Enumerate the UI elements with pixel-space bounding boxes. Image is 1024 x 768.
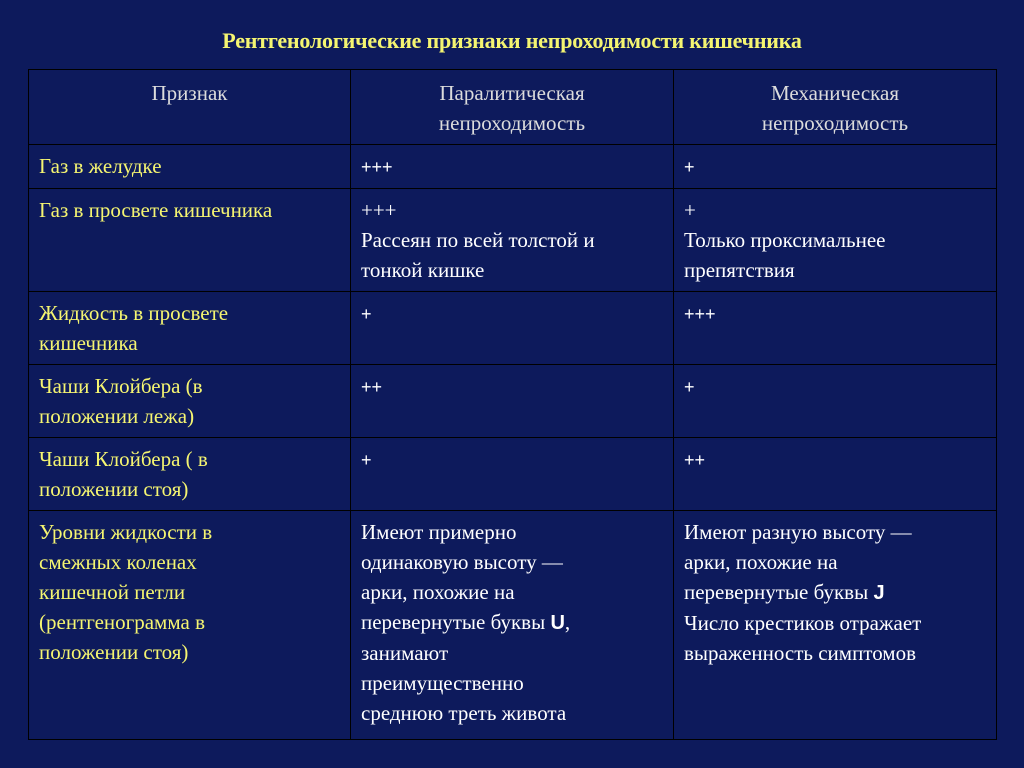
cell-mechanical	[674, 189, 997, 292]
paralytic-marks: ++	[361, 377, 383, 397]
row-label-line2: положении стоя)	[39, 477, 189, 501]
row-label-line4: (рентгенограмма в	[39, 610, 205, 634]
cell-paralytic	[351, 365, 674, 438]
row-label-text: Газ в просвете кишечника	[39, 198, 273, 222]
row-label-line2: кишечника	[39, 331, 138, 355]
paralytic-text-line2: одинаковую высоту —	[361, 550, 563, 574]
paralytic-text-line6: преимущественно	[361, 671, 524, 695]
row-label	[29, 145, 351, 189]
paralytic-letter-prefix: перевернутые буквы	[361, 610, 551, 634]
cell-paralytic	[351, 189, 674, 292]
paralytic-text-line4	[361, 607, 663, 638]
header-paralytic-line1: Паралитическая	[439, 81, 585, 105]
mechanical-text-line4: Число крестиков отражает	[684, 611, 922, 635]
header-sign	[29, 70, 351, 145]
paralytic-marks: +	[361, 304, 372, 324]
paralytic-letter-suffix: ,	[564, 610, 571, 634]
header-mechanical-line1: Механическая	[770, 81, 900, 105]
mechanical-letter-prefix: перевернутые буквы	[684, 580, 874, 604]
mechanical-text-line5: выраженность симптомов	[684, 641, 917, 665]
row-label	[29, 365, 351, 438]
paralytic-text-line5: занимают	[361, 641, 449, 665]
letter-u: U	[550, 612, 565, 634]
cell-paralytic	[351, 292, 674, 365]
row-label-line2: положении лежа)	[39, 404, 195, 428]
paralytic-marks: +	[361, 450, 372, 470]
table-row	[29, 145, 997, 189]
mechanical-text-line3	[684, 577, 986, 608]
header-sign-label: Признак	[151, 81, 228, 105]
mechanical-text-line2: арки, похожие на	[684, 550, 838, 574]
row-label-line3: кишечной петли	[39, 580, 186, 604]
row-label	[29, 292, 351, 365]
cell-mechanical	[674, 145, 997, 189]
cell-mechanical	[674, 438, 997, 511]
header-paralytic-line2: непроходимость	[438, 111, 586, 135]
mechanical-text-line1: Только проксимальнее	[684, 228, 886, 252]
mechanical-marks: ++	[684, 450, 706, 470]
header-paralytic	[351, 70, 674, 145]
row-label-line1: Жидкость в просвете	[39, 301, 229, 325]
header-mechanical	[674, 70, 997, 145]
mechanical-marks: +++	[684, 304, 716, 324]
cell-mechanical	[674, 365, 997, 438]
row-label-line1: Чаши Клойбера (в	[39, 374, 203, 398]
row-label-line5: положении стоя)	[39, 640, 189, 664]
header-mechanical-line2: непроходимость	[761, 111, 909, 135]
paralytic-marks: +++	[361, 198, 397, 222]
paralytic-text-line1: Имеют примерно	[361, 520, 517, 544]
mechanical-text-line2: препятствия	[684, 258, 795, 282]
mechanical-marks: +	[684, 198, 696, 222]
comparison-table	[28, 69, 997, 740]
cell-paralytic	[351, 438, 674, 511]
table-row	[29, 365, 997, 438]
cell-mechanical	[674, 511, 997, 740]
row-label-line1: Уровни жидкости в	[39, 520, 213, 544]
paralytic-text-line2: тонкой кишке	[361, 258, 485, 282]
row-label	[29, 189, 351, 292]
letter-j: J	[873, 582, 885, 604]
cell-mechanical	[674, 292, 997, 365]
row-label	[29, 438, 351, 511]
table-row	[29, 511, 997, 740]
mechanical-marks: +	[684, 377, 695, 397]
table-header-row	[29, 70, 997, 145]
table-row	[29, 189, 997, 292]
paralytic-text-line7: среднюю треть живота	[361, 701, 567, 725]
cell-paralytic	[351, 145, 674, 189]
paralytic-marks: +++	[361, 157, 393, 177]
row-label	[29, 511, 351, 740]
cell-paralytic	[351, 511, 674, 740]
slide-title: Рентгенологические признаки непроходимости кишечника	[222, 28, 802, 53]
table-row	[29, 292, 997, 365]
row-label-text: Газ в желудке	[39, 154, 162, 178]
mechanical-marks: +	[684, 157, 695, 177]
row-label-line1: Чаши Клойбера ( в	[39, 447, 208, 471]
paralytic-text-line1: Рассеян по всей толстой и	[361, 228, 595, 252]
paralytic-text-line3: арки, похожие на	[361, 580, 515, 604]
mechanical-text-line1: Имеют разную высоту —	[684, 520, 912, 544]
table-row	[29, 438, 997, 511]
row-label-line2: смежных коленах	[39, 550, 197, 574]
